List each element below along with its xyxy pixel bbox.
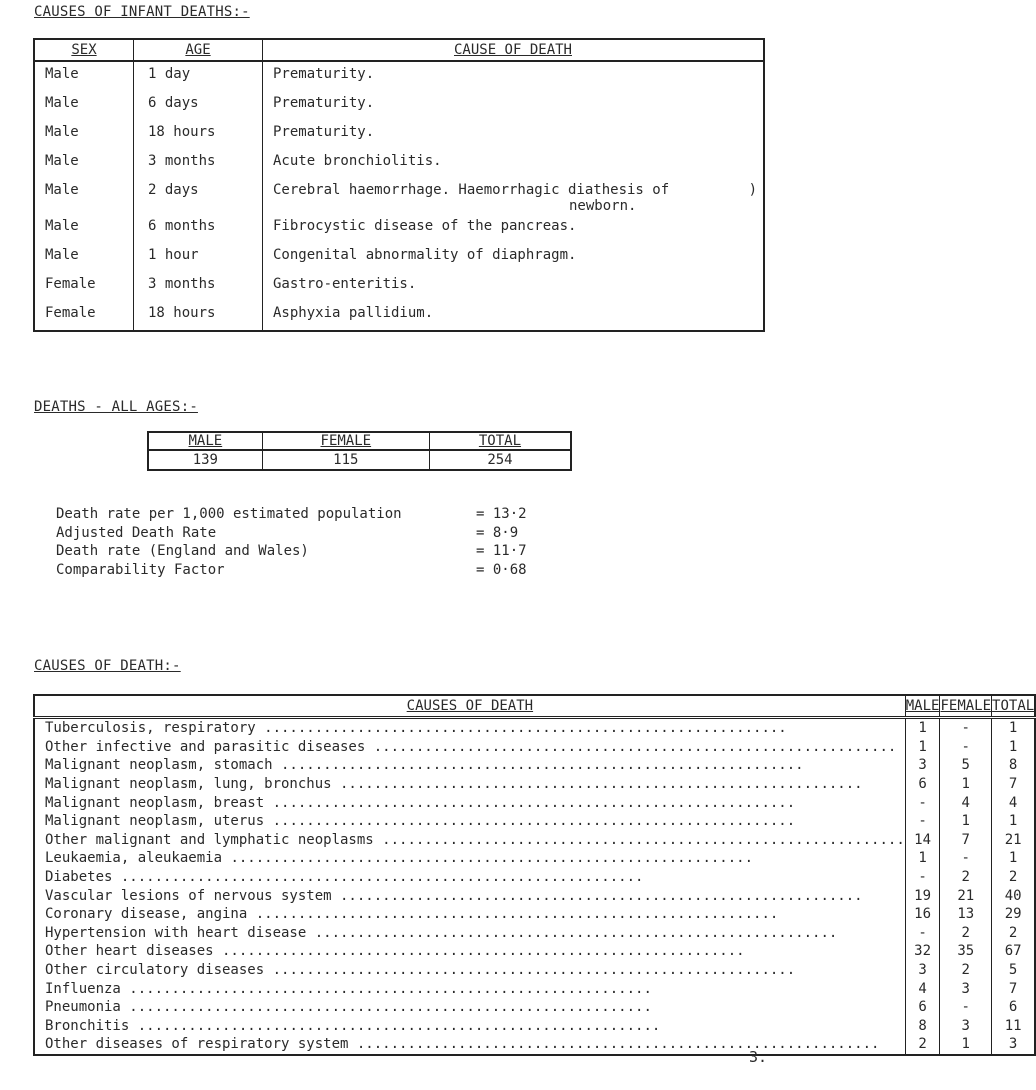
infant-deaths-table (33, 38, 765, 332)
cause-cell (263, 178, 765, 214)
cause-name: Influenza (45, 980, 121, 997)
rate-value: = 8·9 (476, 524, 519, 541)
cause-name-cell (34, 1035, 905, 1055)
sex-cell: Male (45, 95, 79, 111)
male-count-cell: 14 (905, 831, 940, 850)
female-count-cell: 2 (940, 961, 992, 980)
male-count-cell: 3 (905, 961, 940, 980)
table-row (34, 942, 1035, 961)
leader-dots: .............................................................. (255, 720, 787, 737)
table-row (34, 120, 764, 149)
cause-text: Acute bronchiolitis. (273, 153, 442, 169)
causes-of-death-heading: CAUSES OF DEATH:- (34, 658, 181, 674)
totals-female-value: 115 (262, 450, 429, 470)
cause-name: Other diseases of respiratory system (45, 1036, 349, 1053)
sex-cell: Female (45, 276, 96, 292)
leader-dots: .............................................................. (120, 980, 652, 997)
total-count-cell: 7 (992, 775, 1036, 794)
male-count-cell: 3 (905, 756, 940, 775)
cause-name: Diabetes (45, 869, 113, 886)
rate-label: Death rate (England and Wales) (56, 543, 309, 559)
male-count-cell: 32 (905, 942, 940, 961)
age-cell: 3 months (134, 272, 263, 301)
age-cell: 6 months (134, 214, 263, 243)
cause-name-cell (34, 775, 905, 794)
cause-name: Tuberculosis, respiratory (45, 720, 256, 737)
death-rates-block (56, 506, 616, 580)
rate-value: = 0·68 (476, 561, 527, 578)
leader-dots: .............................................................. (264, 794, 796, 811)
leader-dots: .............................................................. (129, 1017, 661, 1034)
leader-dots: .............................................................. (306, 924, 838, 941)
totals-male-value: 139 (192, 452, 218, 468)
table-row (34, 812, 1035, 831)
total-count-cell: 67 (992, 942, 1036, 961)
totals-header-female: FEMALE (262, 432, 429, 450)
female-count-cell: 21 (940, 886, 992, 905)
cause-name: Leukaemia, aleukaemia (45, 850, 223, 867)
male-count-cell: 6 (905, 998, 940, 1017)
age-cell: 6 days (134, 91, 263, 120)
infant-deaths-heading: CAUSES OF INFANT DEATHS:- (34, 4, 250, 20)
female-count-cell: 3 (940, 1017, 992, 1036)
cause-name: Hypertension with heart disease (45, 924, 307, 941)
female-count-cell: 5 (940, 756, 992, 775)
table-row (34, 149, 764, 178)
total-count-cell: 7 (992, 979, 1036, 998)
cause-name-cell (34, 961, 905, 980)
male-count-cell: 6 (905, 775, 940, 794)
leader-dots: .............................................................. (373, 831, 905, 848)
age-cell: 1 day (134, 61, 263, 91)
table-row (34, 738, 1035, 757)
cause-cell (263, 61, 765, 91)
cause-text: Prematurity. (273, 66, 375, 82)
female-count-cell: - (940, 718, 992, 738)
total-count-cell: 21 (992, 831, 1036, 850)
total-count-cell: 2 (992, 868, 1036, 887)
male-count-cell: 19 (905, 886, 940, 905)
sex-cell: Male (45, 182, 79, 198)
table-row (34, 91, 764, 120)
sex-cell: Male (45, 153, 79, 169)
female-count-cell: - (940, 849, 992, 868)
table-row (34, 243, 764, 272)
leader-dots: .............................................................. (213, 943, 745, 960)
cause-name: Other heart diseases (45, 943, 214, 960)
total-count-cell: 5 (992, 961, 1036, 980)
male-count-cell: - (905, 812, 940, 831)
total-count-cell: 1 (992, 812, 1036, 831)
male-count-cell: - (905, 924, 940, 943)
causes-header-female: FEMALE (940, 695, 992, 718)
total-count-cell: 6 (992, 998, 1036, 1017)
total-count-cell: 40 (992, 886, 1036, 905)
total-count-cell: 1 (992, 718, 1036, 738)
cause-cell (263, 301, 765, 331)
female-count-cell: 2 (940, 868, 992, 887)
table-row (34, 979, 1035, 998)
rate-value: = 13·2 (476, 506, 527, 522)
age-cell: 18 hours (134, 120, 263, 149)
cause-text: Asphyxia pallidium. (273, 305, 434, 321)
table-row (34, 1017, 1035, 1036)
table-row (34, 998, 1035, 1017)
cause-continuation: newborn. (569, 198, 637, 214)
cause-name-cell (34, 812, 905, 831)
cause-name-cell (34, 1017, 905, 1036)
female-count-cell: 3 (940, 979, 992, 998)
total-count-cell: 29 (992, 905, 1036, 924)
cause-cell (263, 91, 765, 120)
cause-name: Malignant neoplasm, uterus (45, 813, 265, 830)
cause-name-cell (34, 849, 905, 868)
leader-dots: .............................................................. (331, 887, 863, 904)
cause-name-cell (34, 831, 905, 850)
cause-name-cell (34, 756, 905, 775)
sex-cell: Male (45, 247, 79, 263)
rate-row (56, 562, 616, 581)
cause-cell (263, 243, 765, 272)
male-count-cell: 1 (905, 738, 940, 757)
female-count-cell: 1 (940, 812, 992, 831)
leader-dots: .............................................................. (112, 869, 644, 886)
cause-name: Malignant neoplasm, lung, bronchus (45, 776, 332, 793)
rate-row (56, 506, 616, 525)
causes-header-cause: CAUSES OF DEATH (34, 695, 905, 718)
cause-cell (263, 214, 765, 243)
table-row (34, 178, 764, 214)
age-cell: 2 days (134, 178, 263, 214)
cause-name: Bronchitis (45, 1017, 130, 1034)
page-number: 3. (749, 1048, 768, 1066)
female-count-cell: 35 (940, 942, 992, 961)
sex-cell: Female (45, 305, 96, 321)
column-header-sex: SEX (34, 39, 134, 61)
leader-dots: .............................................................. (120, 999, 652, 1016)
table-row (34, 886, 1035, 905)
cause-text: Congenital abnormality of diaphragm. (273, 247, 577, 263)
male-count-cell: 2 (905, 1035, 940, 1055)
causes-header-total: TOTAL (992, 695, 1036, 718)
cause-cell (263, 272, 765, 301)
cause-name: Malignant neoplasm, breast (45, 794, 265, 811)
female-count-cell: 1 (940, 775, 992, 794)
rate-label: Death rate per 1,000 estimated population (56, 506, 402, 522)
column-header-cause: CAUSE OF DEATH (263, 39, 765, 61)
female-count-cell: - (940, 738, 992, 757)
cause-name-cell (34, 868, 905, 887)
table-row (34, 831, 1035, 850)
total-count-cell: 1 (992, 849, 1036, 868)
totals-header-total: TOTAL (429, 432, 571, 450)
cause-name-cell (34, 886, 905, 905)
cause-name: Malignant neoplasm, stomach (45, 757, 273, 774)
cause-text: Fibrocystic disease of the pancreas. (273, 218, 577, 234)
sex-cell: Male (45, 124, 79, 140)
female-count-cell: - (940, 998, 992, 1017)
cause-name-cell (34, 905, 905, 924)
leader-dots: .............................................................. (348, 1036, 880, 1053)
cause-name-cell (34, 738, 905, 757)
cause-text: Cerebral haemorrhage. Haemorrhagic diathesis of (273, 182, 670, 198)
leader-dots: .............................................................. (247, 906, 779, 923)
male-count-cell: - (905, 793, 940, 812)
causes-of-death-table (33, 694, 1036, 1056)
sex-cell: Male (45, 66, 79, 82)
cause-name-cell (34, 998, 905, 1017)
age-cell: 1 hour (134, 243, 263, 272)
cause-cell (263, 149, 765, 178)
cause-name-cell (34, 793, 905, 812)
deaths-totals-table (147, 431, 572, 471)
male-count-cell: - (905, 868, 940, 887)
table-row (34, 905, 1035, 924)
cause-name-cell (34, 924, 905, 943)
table-row (34, 272, 764, 301)
male-count-cell: 4 (905, 979, 940, 998)
cause-cell (263, 120, 765, 149)
rate-row (56, 543, 616, 562)
rate-label: Adjusted Death Rate (56, 524, 217, 541)
female-count-cell: 13 (940, 905, 992, 924)
leader-dots: .............................................................. (331, 776, 863, 793)
cause-text: Gastro-enteritis. (273, 276, 417, 292)
infant-deaths-rows (34, 61, 764, 331)
causes-header-male: MALE (905, 695, 940, 718)
sex-cell: Male (45, 218, 79, 234)
leader-dots: .............................................................. (272, 757, 804, 774)
totals-header-male: MALE (148, 432, 262, 450)
cause-name: Other infective and parasitic diseases (45, 738, 366, 755)
cause-name: Coronary disease, angina (45, 906, 248, 923)
total-count-cell: 2 (992, 924, 1036, 943)
brace-glyph: ) (748, 182, 757, 198)
table-row (34, 1035, 1035, 1055)
table-row (34, 961, 1035, 980)
total-count-cell: 11 (992, 1017, 1036, 1036)
leader-dots: .............................................................. (264, 813, 796, 830)
cause-name-cell (34, 718, 905, 738)
age-cell: 3 months (134, 149, 263, 178)
leader-dots: .............................................................. (222, 850, 754, 867)
female-count-cell: 4 (940, 793, 992, 812)
causes-of-death-rows (34, 718, 1035, 1055)
all-ages-heading: DEATHS - ALL AGES:- (34, 399, 198, 415)
cause-name: Other malignant and lymphatic neoplasms (45, 831, 374, 848)
table-row (34, 868, 1035, 887)
cause-name-cell (34, 942, 905, 961)
total-count-cell: 3 (992, 1035, 1036, 1055)
table-row (34, 793, 1035, 812)
female-count-cell: 2 (940, 924, 992, 943)
table-row (34, 61, 764, 91)
female-count-cell: 7 (940, 831, 992, 850)
rate-label: Comparability Factor (56, 561, 225, 578)
male-count-cell: 16 (905, 905, 940, 924)
cause-name-cell (34, 979, 905, 998)
cause-text: Prematurity. (273, 95, 375, 111)
total-count-cell: 4 (992, 793, 1036, 812)
female-count-cell: 1 (940, 1035, 992, 1055)
table-row (34, 214, 764, 243)
leader-dots: .............................................................. (365, 738, 897, 755)
male-count-cell: 1 (905, 849, 940, 868)
male-count-cell: 1 (905, 718, 940, 738)
rate-row (56, 525, 616, 544)
table-row (34, 775, 1035, 794)
table-row (34, 718, 1035, 738)
total-count-cell: 1 (992, 738, 1036, 757)
table-row (34, 849, 1035, 868)
totals-total-value: 254 (429, 450, 571, 470)
cause-name: Other circulatory diseases (45, 962, 265, 979)
total-count-cell: 8 (992, 756, 1036, 775)
rate-value: = 11·7 (476, 543, 527, 559)
table-row (34, 301, 764, 331)
cause-name: Pneumonia (45, 999, 121, 1016)
cause-name: Vascular lesions of nervous system (45, 887, 332, 904)
table-row (34, 924, 1035, 943)
column-header-age: AGE (134, 39, 263, 61)
age-cell: 18 hours (134, 301, 263, 331)
leader-dots: .............................................................. (264, 962, 796, 979)
cause-text: Prematurity. (273, 124, 375, 140)
table-row (34, 756, 1035, 775)
male-count-cell: 8 (905, 1017, 940, 1036)
